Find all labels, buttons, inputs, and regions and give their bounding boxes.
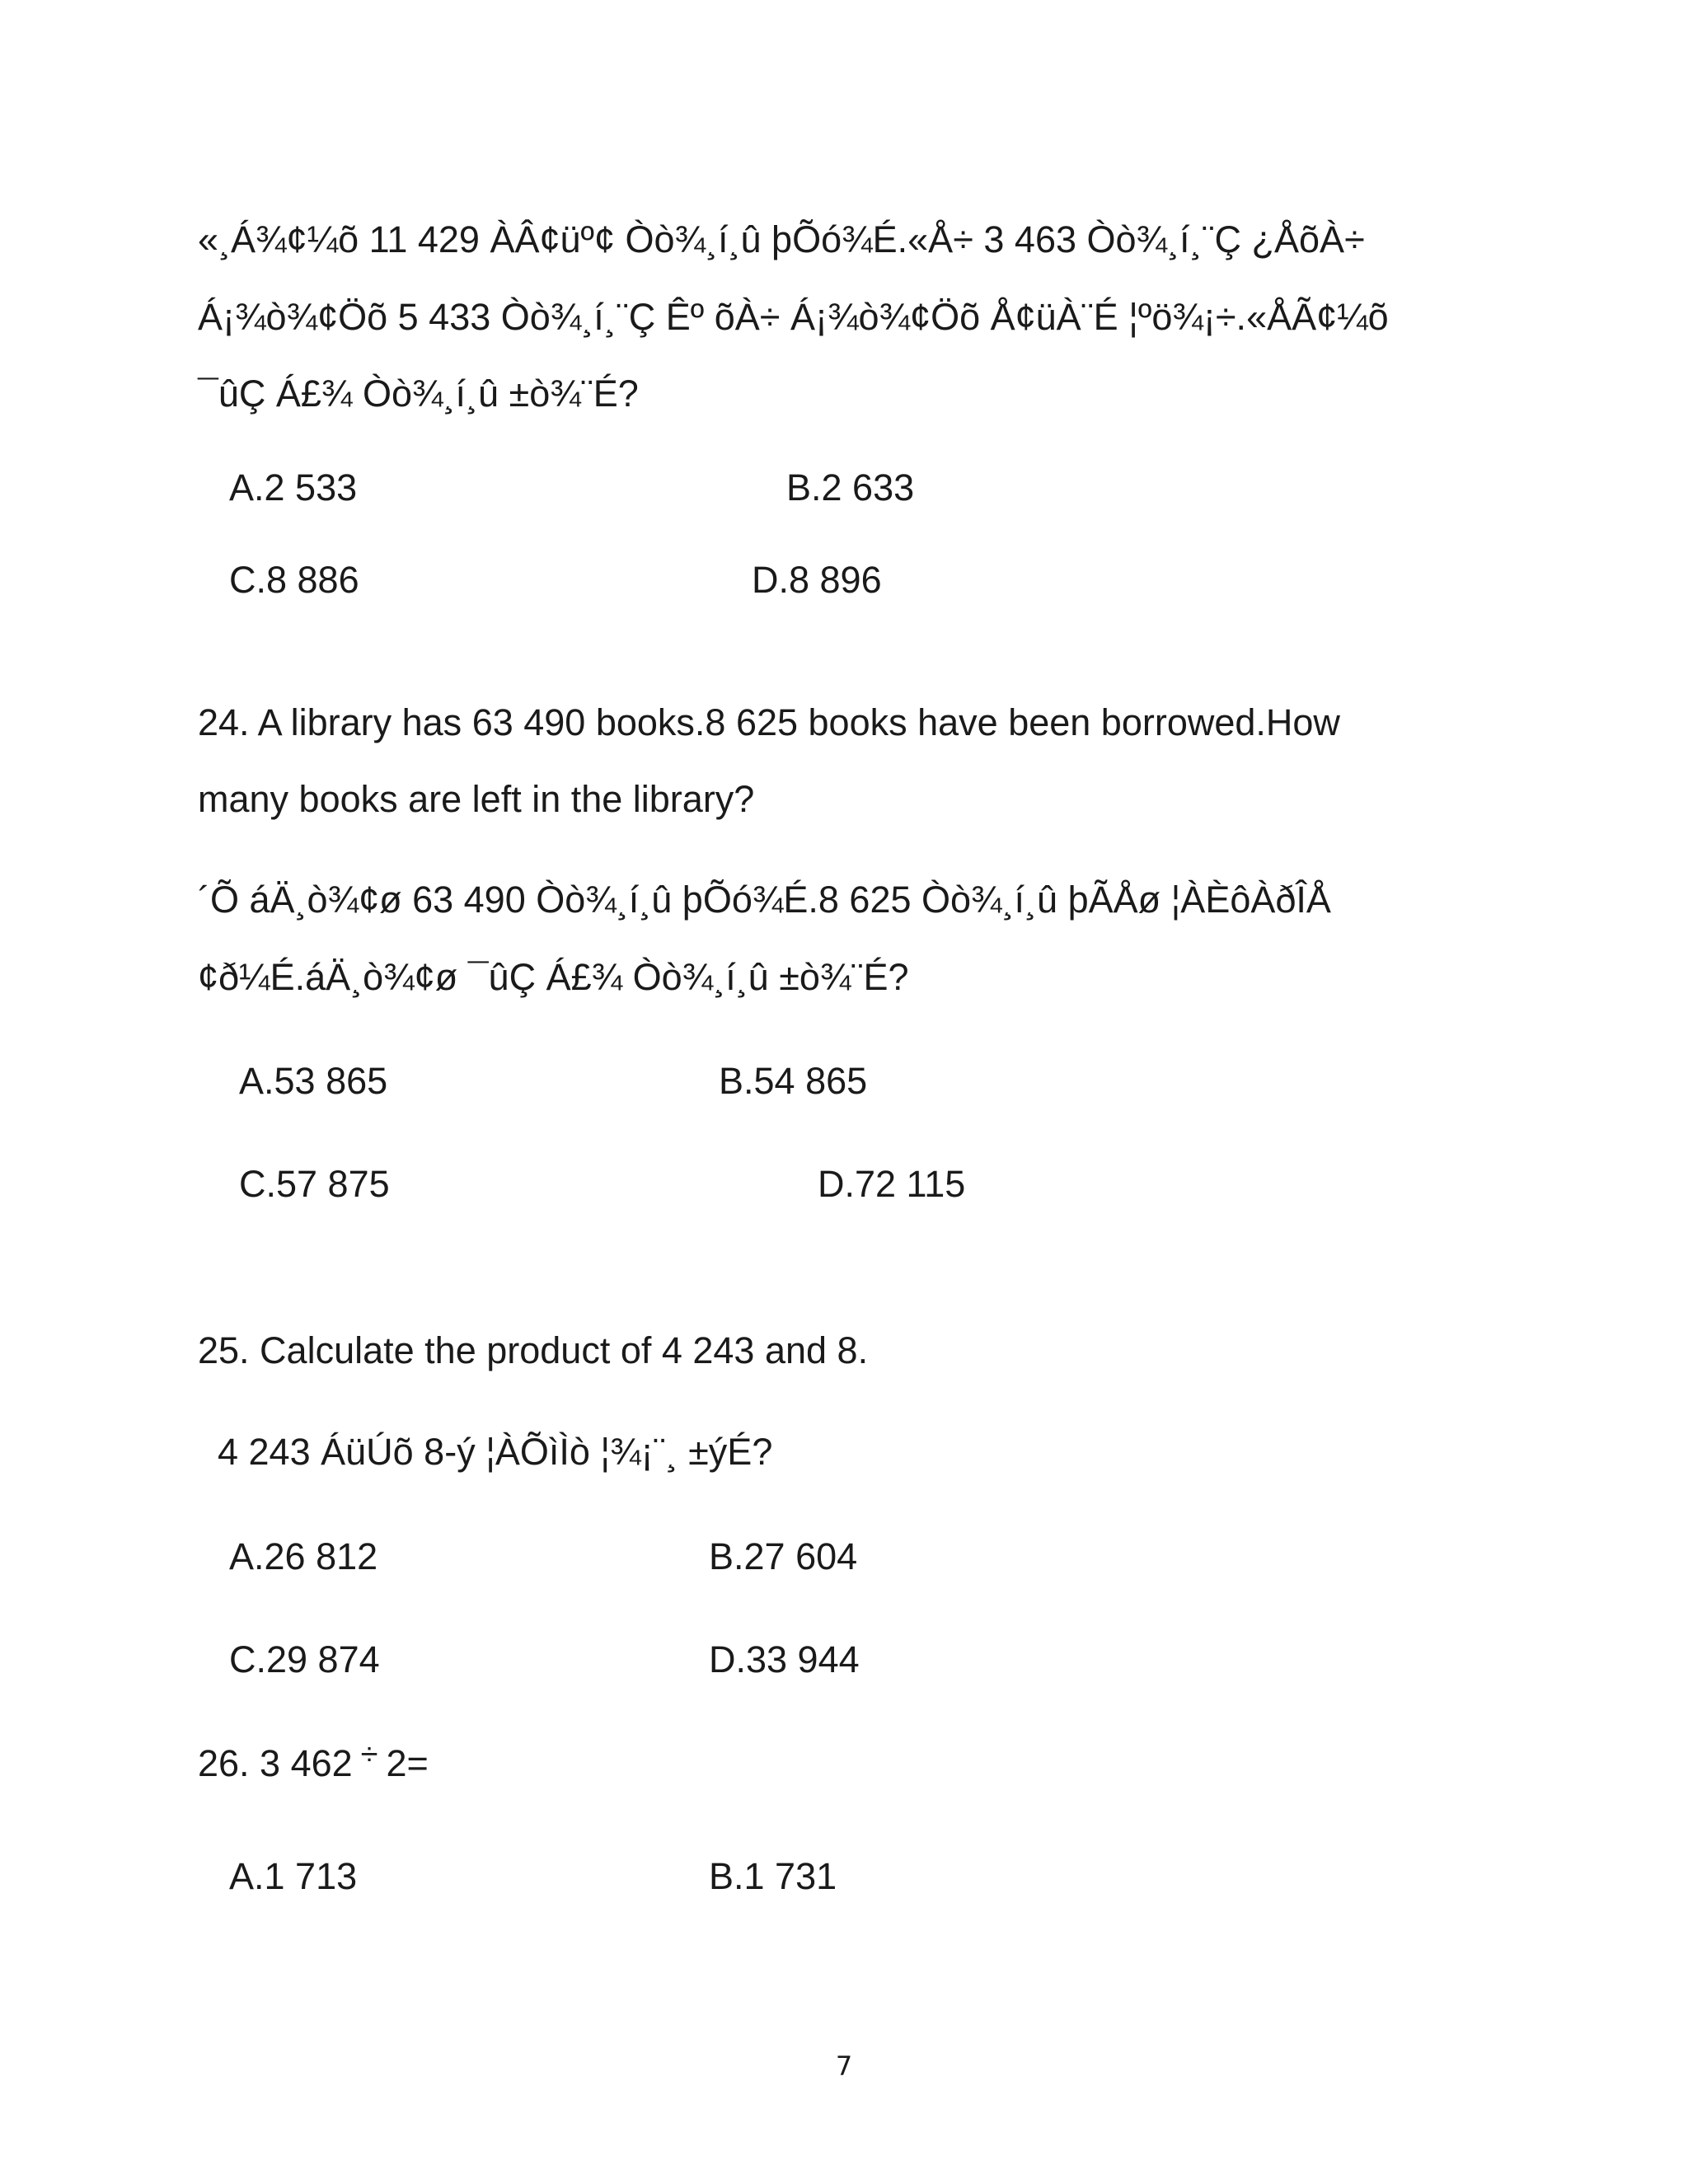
q23-option-a: A.2 533 (229, 466, 358, 509)
q23-option-d: D.8 896 (752, 559, 882, 601)
q24-option-d: D.72 115 (818, 1163, 966, 1205)
q26-option-a: A.1 713 (229, 1855, 358, 1897)
q26-suffix: 2= (386, 1742, 429, 1784)
q25-tamil: 4 243 ÁüÚõ 8-ý ¦ÀÕìÌò ¦¾¡¨¸ ±ýÉ? (218, 1431, 773, 1473)
q24-english-line-1: 24. A library has 63 490 books.8 625 books have been borrowed.How (198, 701, 1340, 743)
q25-option-c: C.29 874 (229, 1638, 380, 1680)
q24-option-a: A.53 865 (239, 1060, 388, 1102)
q25-option-a: A.26 812 (229, 1535, 378, 1577)
q24-tamil-line-2: ¢ð¼É.áÄ¸ò¾¢ø ¯ûÇ Á£¾ Òò¾¸í¸û ±ò¾¨É? (198, 956, 909, 998)
q26-prefix: 26. 3 462 (198, 1742, 353, 1784)
q26-option-b: B.1 731 (709, 1855, 837, 1897)
q25-option-b: B.27 604 (709, 1535, 858, 1577)
division-sign-icon: ÷ (360, 1737, 378, 1772)
q23-option-b: B.2 633 (786, 466, 915, 509)
q24-english-line-2: many books are left in the library? (198, 778, 755, 820)
q24-option-b: B.54 865 (719, 1060, 868, 1102)
q23-text-line-1: «¸Á¾¢¼õ 11 429 ÀÂ¢üº¢ Òò¾¸í¸û þÕó¾É.«Å÷ 3 463 Òò¾¸í¸¨Ç ¿ÅõÀ÷ (198, 218, 1365, 260)
page-number: 7 (835, 2050, 853, 2082)
q23-text-line-3: ¯ûÇ Á£¾ Òò¾¸í¸û ±ò¾¨É? (198, 373, 639, 415)
q26-question (198, 1737, 429, 1788)
q25-option-d: D.33 944 (709, 1638, 860, 1680)
q23-option-c: C.8 886 (229, 559, 359, 601)
q24-tamil-line-1: ´Õ áÄ¸ò¾¢ø 63 490 Òò¾¸í¸û þÕó¾É.8 625 Òò¾¸í¸û þÃÅø ¦ÀÈôÀðÎÅ (198, 879, 1331, 921)
q25-english: 25. Calculate the product of 4 243 and 8. (198, 1329, 869, 1371)
q24-option-c: C.57 875 (239, 1163, 390, 1205)
q23-text-line-2: Á¡¾ò¾¢Öõ 5 433 Òò¾¸í¸¨Ç Êº õÀ÷ Á¡¾ò¾¢Öõ Å¢üÀ¨É ¦ºö¾¡÷.«ÅÃ¢¼õ (198, 296, 1389, 338)
